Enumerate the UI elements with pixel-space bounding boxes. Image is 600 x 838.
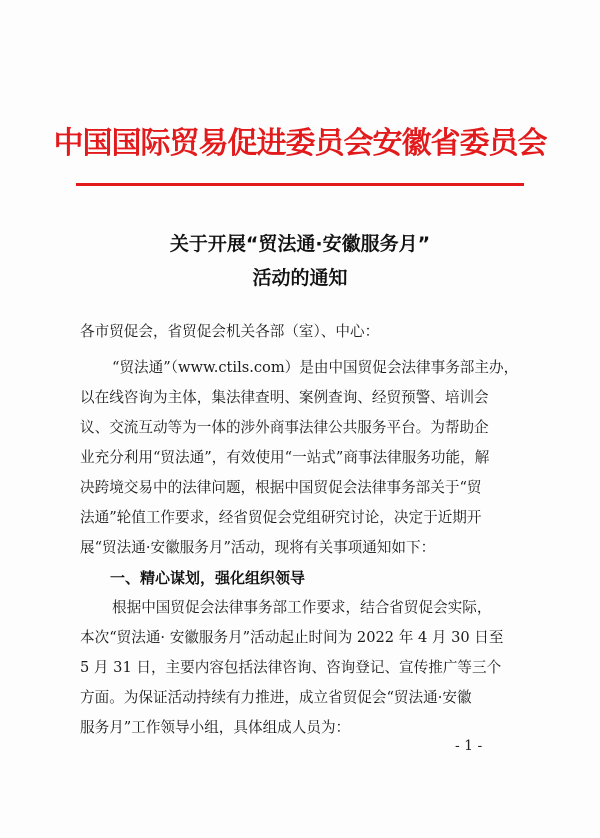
paragraph-line: 以在线咨询为主体，集法律查明、案例查询、经贸预警、培训会: [80, 389, 489, 406]
page-number: - 1 -: [455, 738, 483, 754]
paragraph-line: 展“贸法通·安徽服务月”活动，现将有关事项通知如下：: [80, 539, 436, 556]
paragraph-line: “贸法通”（www.ctils.com）是由中国贸促会法律事务部主办，: [112, 359, 519, 376]
section-line: 根据中国贸促会法律事务部工作要求，结合省贸促会实际，: [112, 599, 492, 616]
red-divider-line: [76, 183, 524, 186]
section-line: 服务月”工作领导小组，具体组成人员为：: [80, 719, 351, 736]
organization-header: 中国国际贸易促进委员会安徽省委员会: [53, 126, 547, 161]
document-title-line-2: 活动的通知: [252, 267, 348, 289]
paragraph-line: 议、交流互动等为一体的涉外商事法律公共服务平台。为帮助企: [80, 419, 489, 436]
section-line: 5 月 31 日，主要内容包括法律咨询、咨询登记、宣传推广等三个: [80, 659, 502, 676]
paragraph-line: 决跨境交易中的法律问题，根据中国贸促会法律事务部关于“贸: [80, 479, 482, 496]
section-line: 方面。为保证活动持续有力推进，成立省贸促会“贸法通·安徽: [80, 689, 472, 706]
section-line: 本次“贸法通· 安徽服务月”活动起止时间为 2022 年 4 月 30 日至: [80, 629, 504, 646]
document-title-line-1: 关于开展“贸法通·安徽服务月”: [169, 233, 431, 255]
paragraph-line: 法通”轮值工作要求，经省贸促会党组研究讨论，决定于近期开: [80, 509, 482, 526]
section-heading: 一、精心谋划，强化组织领导: [110, 569, 306, 587]
salutation: 各市贸促会，省贸促会机关各部（室）、中心：: [80, 323, 380, 340]
paragraph-line: 业充分利用“贸法通”，有效使用“一站式”商事法律服务功能，解: [80, 449, 490, 466]
